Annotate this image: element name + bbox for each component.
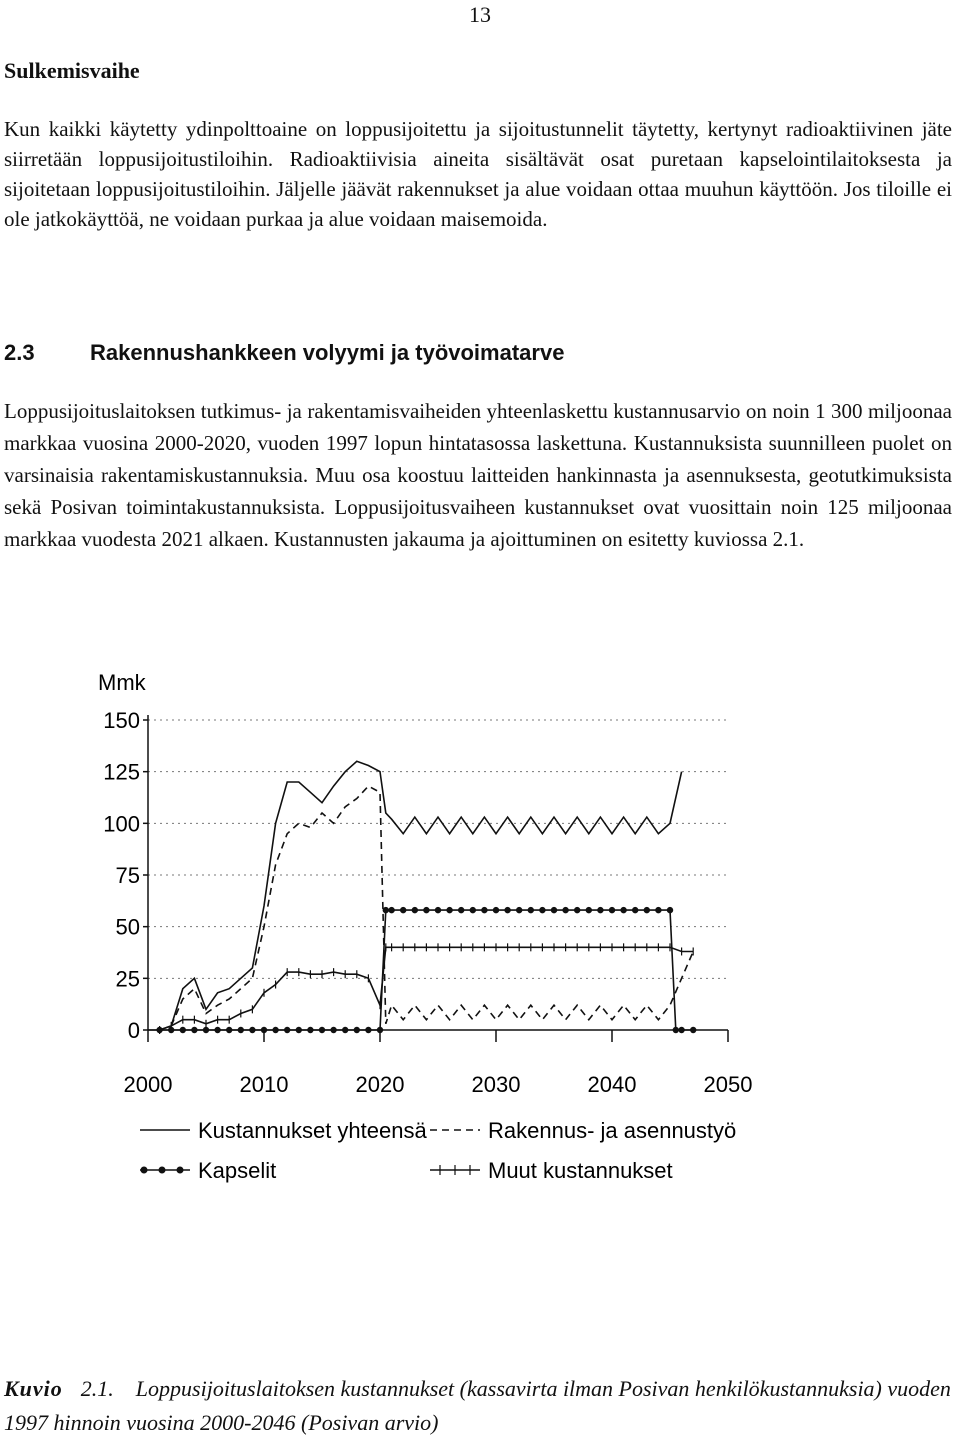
chart-grid — [148, 720, 728, 978]
series-point — [238, 1027, 244, 1033]
series-line — [171, 786, 693, 1026]
legend-item-3 — [430, 1158, 673, 1183]
legend-item-1 — [430, 1118, 736, 1143]
caption-label: Kuvio — [4, 1376, 63, 1401]
figure-caption — [4, 1372, 954, 1440]
x-tick-label: 2020 — [355, 1072, 405, 1097]
chart-axes — [143, 715, 728, 1042]
series-point — [574, 907, 580, 913]
series-line — [160, 910, 694, 1030]
cost-chart — [0, 660, 960, 1260]
series-point — [655, 907, 661, 913]
series-point — [435, 907, 441, 913]
y-tick-label: 150 — [103, 708, 140, 733]
series-point — [354, 1027, 360, 1033]
series-point — [667, 907, 673, 913]
y-tick-label: 0 — [127, 1018, 140, 1043]
y-tick-label: 125 — [103, 759, 140, 785]
series-point — [620, 907, 626, 913]
x-tick-label: 2040 — [587, 1072, 637, 1097]
y-tick-label: 50 — [115, 914, 140, 940]
legend-item-0 — [140, 1118, 427, 1143]
series-point — [226, 1027, 232, 1033]
series-point — [412, 907, 418, 913]
y-tick-label: 25 — [115, 966, 140, 992]
series-point — [539, 907, 545, 913]
series-point — [673, 1027, 679, 1033]
series-point — [307, 1027, 313, 1033]
series-point — [609, 907, 615, 913]
series-point — [400, 907, 406, 913]
x-tick-label: 2000 — [123, 1072, 173, 1097]
series-point — [562, 907, 568, 913]
series-point — [296, 1027, 302, 1033]
series-point — [214, 1027, 220, 1033]
y-axis-label: Mmk — [98, 670, 146, 695]
legend-label: Kustannukset yhteensä — [198, 1118, 427, 1143]
subsection-paragraph: Loppusijoituslaitoksen tutkimus- ja rakentamisvaiheiden yhteenlaskettu kustannusarvio on noin 1 300 miljoonaa markkaa vuosina 2000-2020, vuoden 1997 lopun hintatasossa laskettuna. Kustannuksista suunnilleen puolet on varsinaisia rakentamiskustannuksia. Muu osa koostuu laitteiden hankinnasta ja asennuksesta, geotutkimuksista sekä Posivan toimintakustannuksista. Loppusijoitusvaiheen kustannukset ovat vuosittain noin 125 miljoonaa markkaa vuodesta 2021 alkaen. Kustannusten jakauma ja ajoittuminen on esitetty kuviossa 2.1. — [4, 399, 952, 551]
section-heading: Sulkemisvaihe — [4, 58, 140, 83]
series-point — [191, 1027, 197, 1033]
series-point — [272, 1027, 278, 1033]
caption-text: Loppusijoituslaitoksen kustannukset (kassavirta ilman Posivan henkilökustannuksia) vuoden 1997 hinnoin vuosina 2000-2046 (Posivan arvio) — [4, 1376, 951, 1435]
series-point — [388, 907, 394, 913]
x-tick-label: 2030 — [471, 1072, 521, 1097]
legend-marker — [141, 1167, 148, 1174]
series-point — [423, 907, 429, 913]
series-0 — [148, 761, 682, 1030]
series-point — [516, 907, 522, 913]
x-tick-label: 2050 — [703, 1072, 753, 1097]
series-point — [470, 907, 476, 913]
series-1 — [171, 786, 693, 1026]
chart-legend — [140, 1118, 736, 1183]
series-point — [586, 907, 592, 913]
series-point — [330, 1027, 336, 1033]
series-point — [690, 1027, 696, 1033]
series-point — [249, 1027, 255, 1033]
page-number: 13 — [469, 2, 491, 27]
y-tick-label: 100 — [103, 811, 140, 837]
legend-marker — [177, 1167, 184, 1174]
series-point — [528, 907, 534, 913]
series-point — [551, 907, 557, 913]
series-2 — [156, 907, 696, 1033]
series-point — [446, 907, 452, 913]
legend-item-2 — [140, 1158, 276, 1183]
y-tick-label: 75 — [115, 863, 140, 888]
series-point — [377, 1027, 383, 1033]
series-point — [481, 907, 487, 913]
legend-label: Muut kustannukset — [488, 1158, 673, 1183]
series-point — [597, 907, 603, 913]
series-point — [284, 1027, 290, 1033]
series-point — [365, 1027, 371, 1033]
series-point — [504, 907, 510, 913]
chart-tick-labels — [98, 670, 752, 1097]
series-point — [180, 1027, 186, 1033]
legend-marker — [159, 1167, 166, 1174]
series-point — [261, 1027, 267, 1033]
legend-label: Kapselit — [198, 1158, 277, 1183]
series-point — [678, 1027, 684, 1033]
series-point — [342, 1027, 348, 1033]
series-point — [383, 907, 389, 913]
section-paragraph: Kun kaikki käytetty ydinpolttoaine on loppusijoitettu ja sijoitustunnelit täytetty, kertynyt radioaktiivinen jäte siirretään loppusijoitustiloihin. Radioaktiivisia aineita sisältävät osat puretaan kapselointilaitoksesta ja sijoitetaan loppusijoitustiloihin. Jäljelle jäävät rakennukset ja alue voidaan ottaa muuhun käyttöön. Jos tiloille ei ole jatkokäyttöä, ne voidaan purkaa ja alue voidaan maisemoida. — [4, 117, 952, 231]
subsection-heading — [4, 340, 564, 366]
series-point — [319, 1027, 325, 1033]
x-tick-label: 2010 — [239, 1072, 289, 1097]
caption-number: 2.1. — [80, 1376, 114, 1401]
series-point — [458, 907, 464, 913]
subsection-title: Rakennushankkeen volyymi ja työvoimatarve — [90, 340, 565, 365]
subsection-number: 2.3 — [4, 340, 35, 365]
legend-label: Rakennus- ja asennustyö — [488, 1118, 737, 1143]
chart-series — [148, 761, 696, 1034]
series-point — [644, 907, 650, 913]
series-point — [632, 907, 638, 913]
series-point — [493, 907, 499, 913]
series-line — [148, 761, 682, 1030]
